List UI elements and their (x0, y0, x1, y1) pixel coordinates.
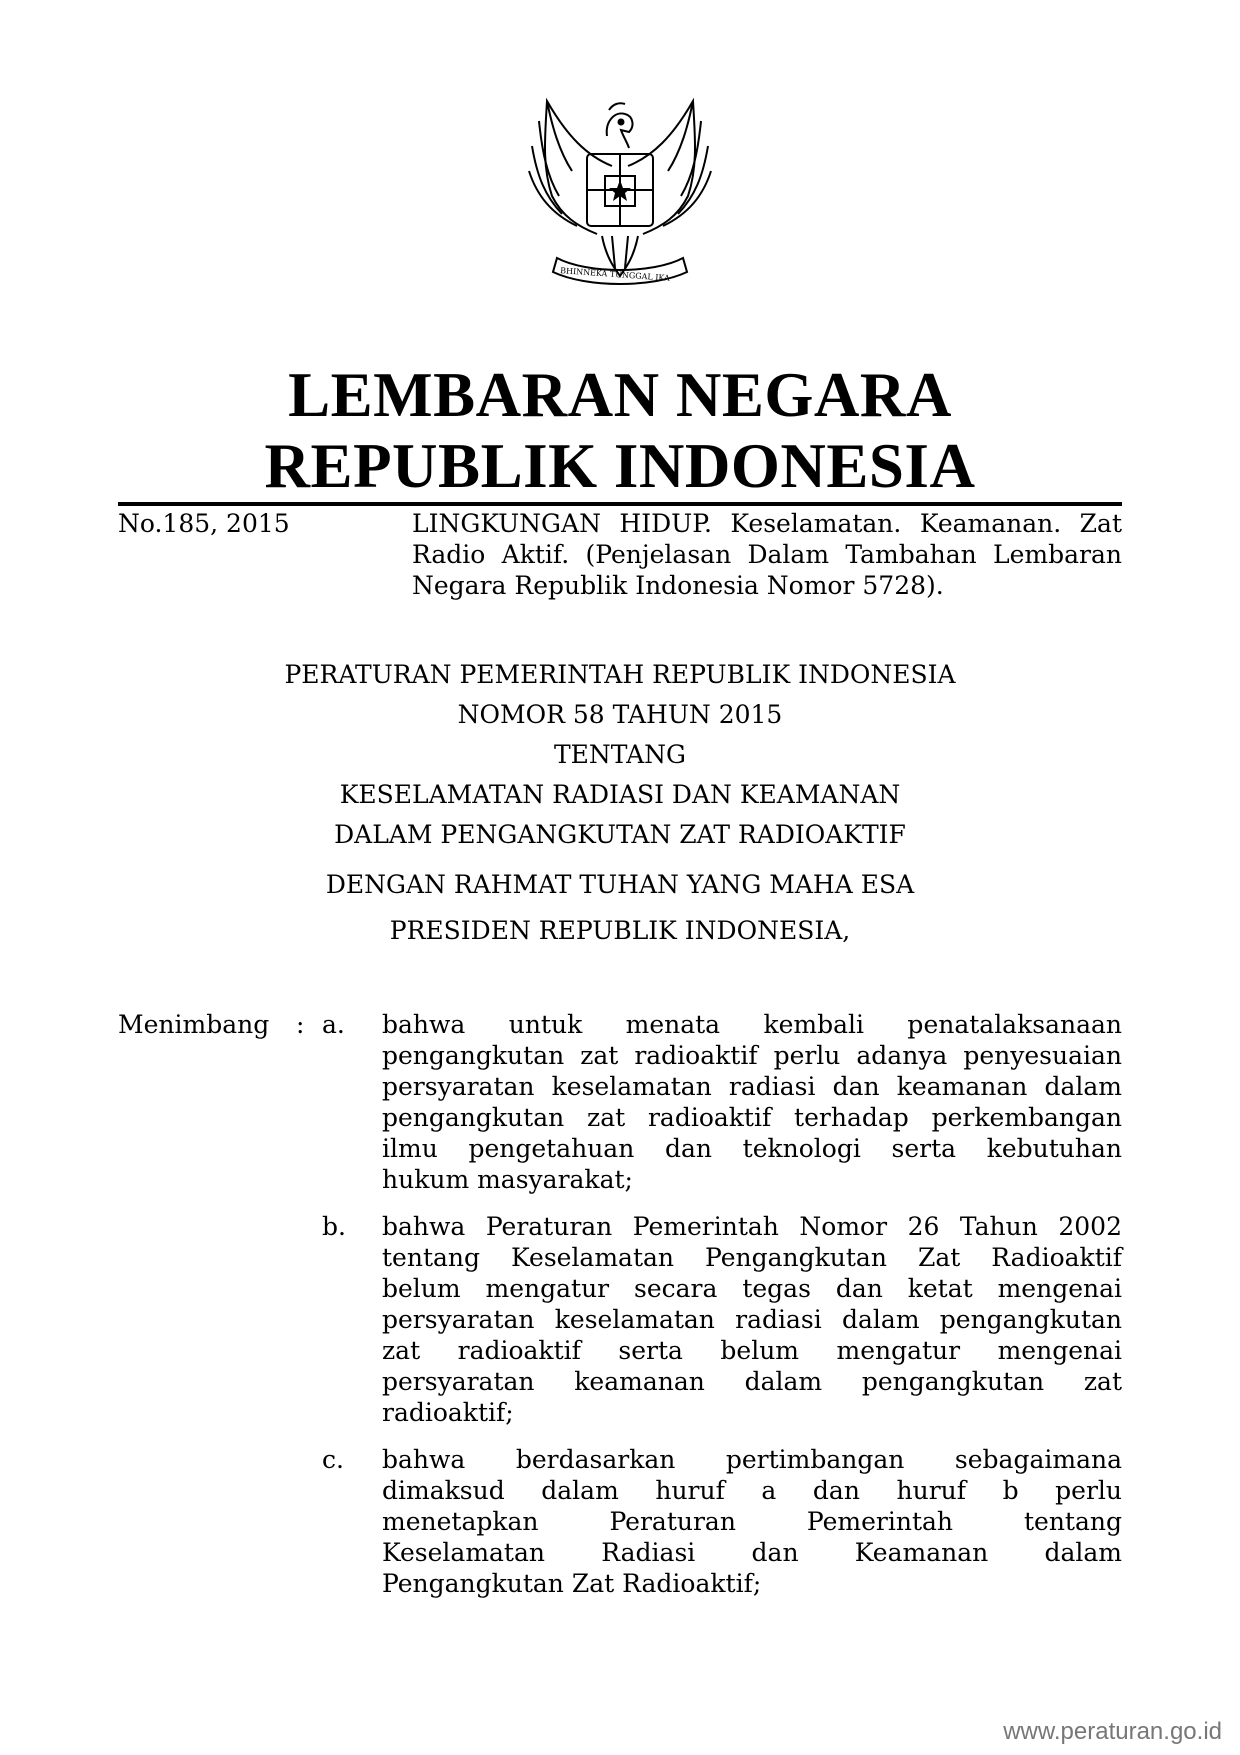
item-line: persyaratan keselamatan radiasi dan keamanan dalam (382, 1072, 1122, 1101)
item-line: Keselamatan Radiasi dan Keamanan dalam (382, 1538, 1122, 1567)
item-line: bahwa untuk menata kembali penatalaksanaan (382, 1010, 1122, 1039)
item-line: dimaksud dalam huruf a dan huruf b perlu (382, 1476, 1122, 1505)
item-line: persyaratan keamanan dalam pengangkutan zat (382, 1367, 1122, 1396)
item-line: pengangkutan zat radioaktif perlu adanya penyesuaian (382, 1041, 1122, 1070)
item-marker: a. (322, 1010, 345, 1039)
item-line: bahwa berdasarkan pertimbangan sebagaimana (382, 1445, 1122, 1474)
considering-colon: : (296, 1010, 305, 1039)
item-marker: b. (322, 1212, 346, 1241)
gazette-number: No.185, 2015 (118, 509, 290, 538)
regulation-subject-line1: KESELAMATAN RADIASI DAN KEAMANAN (339, 780, 901, 809)
page-title-line2: REPUBLIK INDONESIA (264, 431, 976, 501)
summary-line: LINGKUNGAN HIDUP. Keselamatan. Keamanan. Zat (412, 509, 1122, 538)
item-line: belum mengatur secara tegas dan ketat mengenai (382, 1274, 1122, 1303)
item-line: radioaktif; (382, 1398, 514, 1427)
emblem-motto: BHINNEKA TUNGGAL IKA (559, 266, 671, 283)
item-line: tentang Keselamatan Pengangkutan Zat Radioaktif (382, 1243, 1122, 1272)
item-line: hukum masyarakat; (382, 1165, 633, 1194)
item-line: persyaratan keselamatan radiasi dalam pengangkutan (382, 1305, 1122, 1334)
item-line: zat radioaktif serta belum mengatur mengenai (382, 1336, 1122, 1365)
blessing-line: DENGAN RAHMAT TUHAN YANG MAHA ESA (325, 870, 915, 899)
regulation-subject-line2: DALAM PENGANGKUTAN ZAT RADIOAKTIF (334, 820, 906, 849)
website-link[interactable]: www.peraturan.go.id (1003, 1718, 1222, 1745)
regulation-about: TENTANG (553, 740, 686, 769)
regulation-number: NOMOR 58 TAHUN 2015 (457, 700, 783, 729)
item-line: pengangkutan zat radioaktif terhadap perkembangan (382, 1103, 1122, 1132)
page-title-line1: LEMBARAN NEGARA (288, 360, 952, 430)
item-marker: c. (322, 1445, 344, 1474)
title-divider (118, 502, 1122, 506)
item-line: ilmu pengetahuan dan teknologi serta kebutuhan (382, 1134, 1122, 1163)
president-line: PRESIDEN REPUBLIK INDONESIA, (389, 916, 851, 945)
item-line: bahwa Peraturan Pemerintah Nomor 26 Tahun 2002 (382, 1212, 1122, 1241)
regulation-type: PERATURAN PEMERINTAH REPUBLIK INDONESIA (284, 660, 956, 689)
item-line: menetapkan Peraturan Pemerintah tentang (382, 1507, 1122, 1536)
summary-line: Radio Aktif. (Penjelasan Dalam Tambahan Lembaran (412, 540, 1122, 569)
item-line: Pengangkutan Zat Radioaktif; (382, 1569, 762, 1598)
summary-line: Negara Republik Indonesia Nomor 5728). (412, 571, 944, 600)
considering-label: Menimbang (118, 1010, 270, 1039)
